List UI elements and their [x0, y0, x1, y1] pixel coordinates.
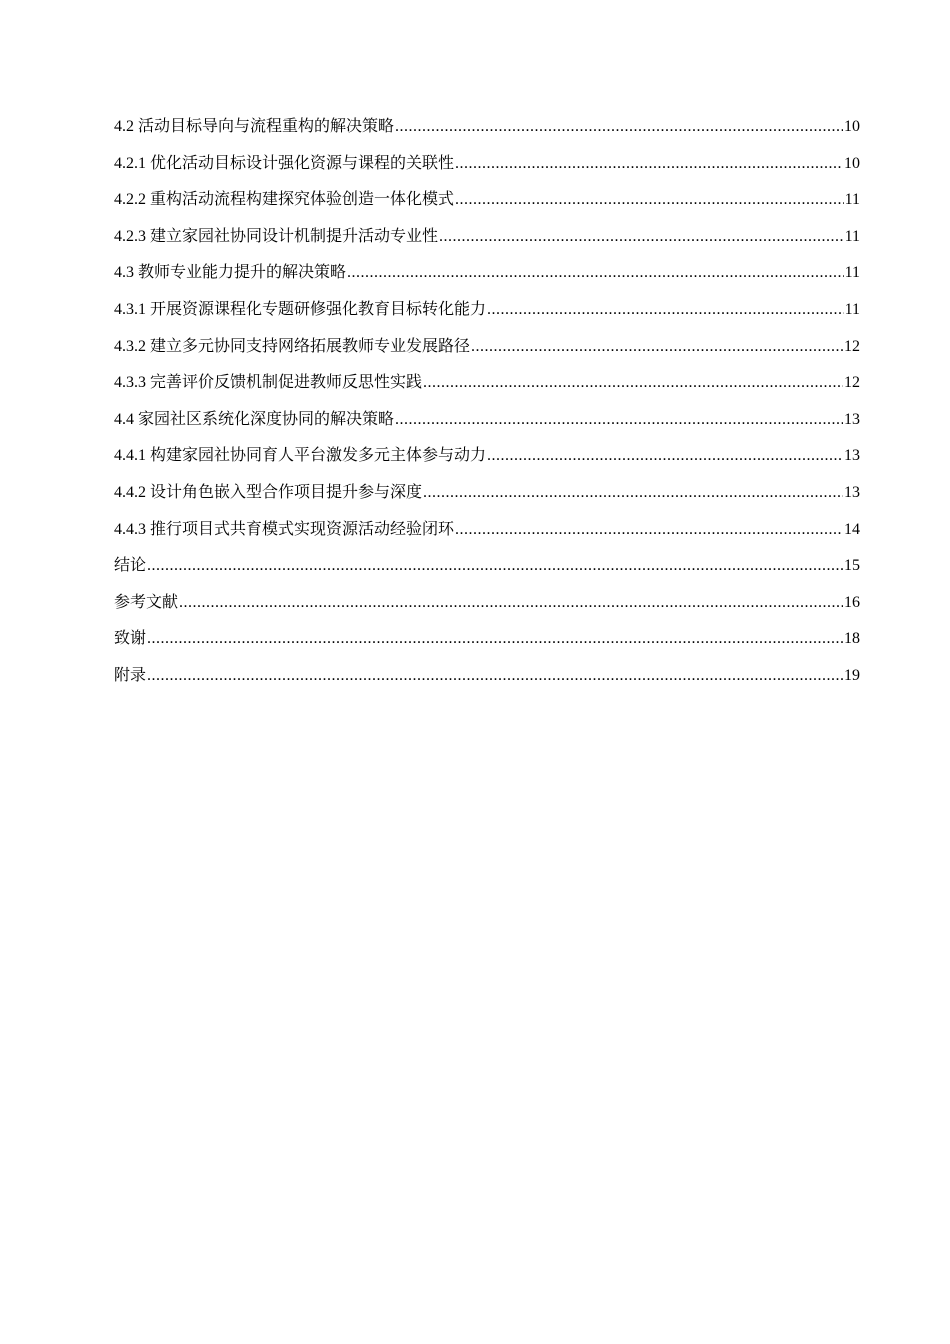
toc-entry-page: 13	[844, 447, 860, 465]
toc-entry[interactable]	[114, 519, 860, 556]
toc-entry-page: 13	[844, 410, 860, 428]
toc-entry-title: 致谢	[114, 630, 147, 648]
dot-leader	[179, 592, 843, 614]
dot-leader	[147, 665, 843, 687]
toc-entry[interactable]	[114, 262, 860, 299]
toc-entry[interactable]	[114, 336, 860, 373]
toc-entry-page: 10	[844, 154, 860, 172]
toc-entry-page: 10	[844, 118, 860, 135]
toc-entry-page: 13	[844, 483, 860, 501]
table-of-contents	[114, 116, 860, 702]
toc-entry[interactable]	[114, 372, 860, 409]
toc-entry[interactable]	[114, 665, 860, 702]
toc-entry-title: 附录	[114, 666, 147, 684]
toc-entry-page: 12	[844, 374, 860, 392]
toc-entry-title: 4.2 活动目标导向与流程重构的解决策略	[114, 118, 395, 135]
dot-leader	[347, 262, 844, 284]
dot-leader	[487, 299, 844, 321]
dot-leader	[147, 555, 843, 577]
toc-entry[interactable]	[114, 189, 860, 226]
toc-entry-title: 4.2.1 优化活动目标设计强化资源与课程的关联性	[114, 154, 455, 172]
dot-leader	[423, 372, 843, 394]
dot-leader	[423, 482, 843, 504]
toc-entry[interactable]	[114, 592, 860, 629]
toc-entry-page: 16	[844, 593, 860, 611]
toc-entry-page: 11	[844, 191, 860, 209]
toc-entry-title: 4.4.3 推行项目式共育模式实现资源活动经验闭环	[114, 520, 455, 538]
dot-leader	[395, 116, 843, 138]
toc-entry-title: 4.4 家园社区系统化深度协同的解决策略	[114, 410, 395, 428]
toc-entry[interactable]	[114, 116, 860, 153]
dot-leader	[471, 336, 843, 358]
toc-entry[interactable]	[114, 445, 860, 482]
toc-entry[interactable]	[114, 153, 860, 190]
toc-entry-title: 参考文献	[114, 593, 179, 611]
toc-entry-page: 14	[844, 520, 860, 538]
toc-entry-title: 4.4.1 构建家园社协同育人平台激发多元主体参与动力	[114, 447, 487, 465]
dot-leader	[439, 226, 844, 248]
toc-entry[interactable]	[114, 482, 860, 519]
toc-entry[interactable]	[114, 628, 860, 665]
toc-entry[interactable]	[114, 409, 860, 446]
dot-leader	[487, 445, 843, 467]
dot-leader	[455, 153, 843, 175]
toc-entry-title: 4.3.3 完善评价反馈机制促进教师反思性实践	[114, 374, 423, 392]
toc-entry-page: 18	[844, 630, 860, 648]
toc-entry[interactable]	[114, 299, 860, 336]
toc-entry-title: 4.4.2 设计角色嵌入型合作项目提升参与深度	[114, 483, 423, 501]
toc-entry-page: 11	[844, 264, 860, 282]
toc-entry-title: 4.3.1 开展资源课程化专题研修强化教育目标转化能力	[114, 300, 487, 318]
toc-entry-title: 4.2.2 重构活动流程构建探究体验创造一体化模式	[114, 191, 455, 209]
dot-leader	[455, 519, 843, 541]
toc-entry-title: 4.3.2 建立多元协同支持网络拓展教师专业发展路径	[114, 337, 471, 355]
toc-entry-title: 结论	[114, 557, 147, 575]
toc-entry-title: 4.3 教师专业能力提升的解决策略	[114, 264, 347, 282]
dot-leader	[395, 409, 843, 431]
toc-entry-page: 11	[844, 227, 860, 245]
toc-entry-page: 11	[844, 300, 860, 318]
toc-entry-title: 4.2.3 建立家园社协同设计机制提升活动专业性	[114, 227, 439, 245]
dot-leader	[455, 189, 844, 211]
toc-entry[interactable]	[114, 226, 860, 263]
toc-entry[interactable]	[114, 555, 860, 592]
toc-entry-page: 12	[844, 337, 860, 355]
toc-entry-page: 15	[844, 557, 860, 575]
dot-leader	[147, 628, 843, 650]
toc-entry-page: 19	[844, 666, 860, 684]
